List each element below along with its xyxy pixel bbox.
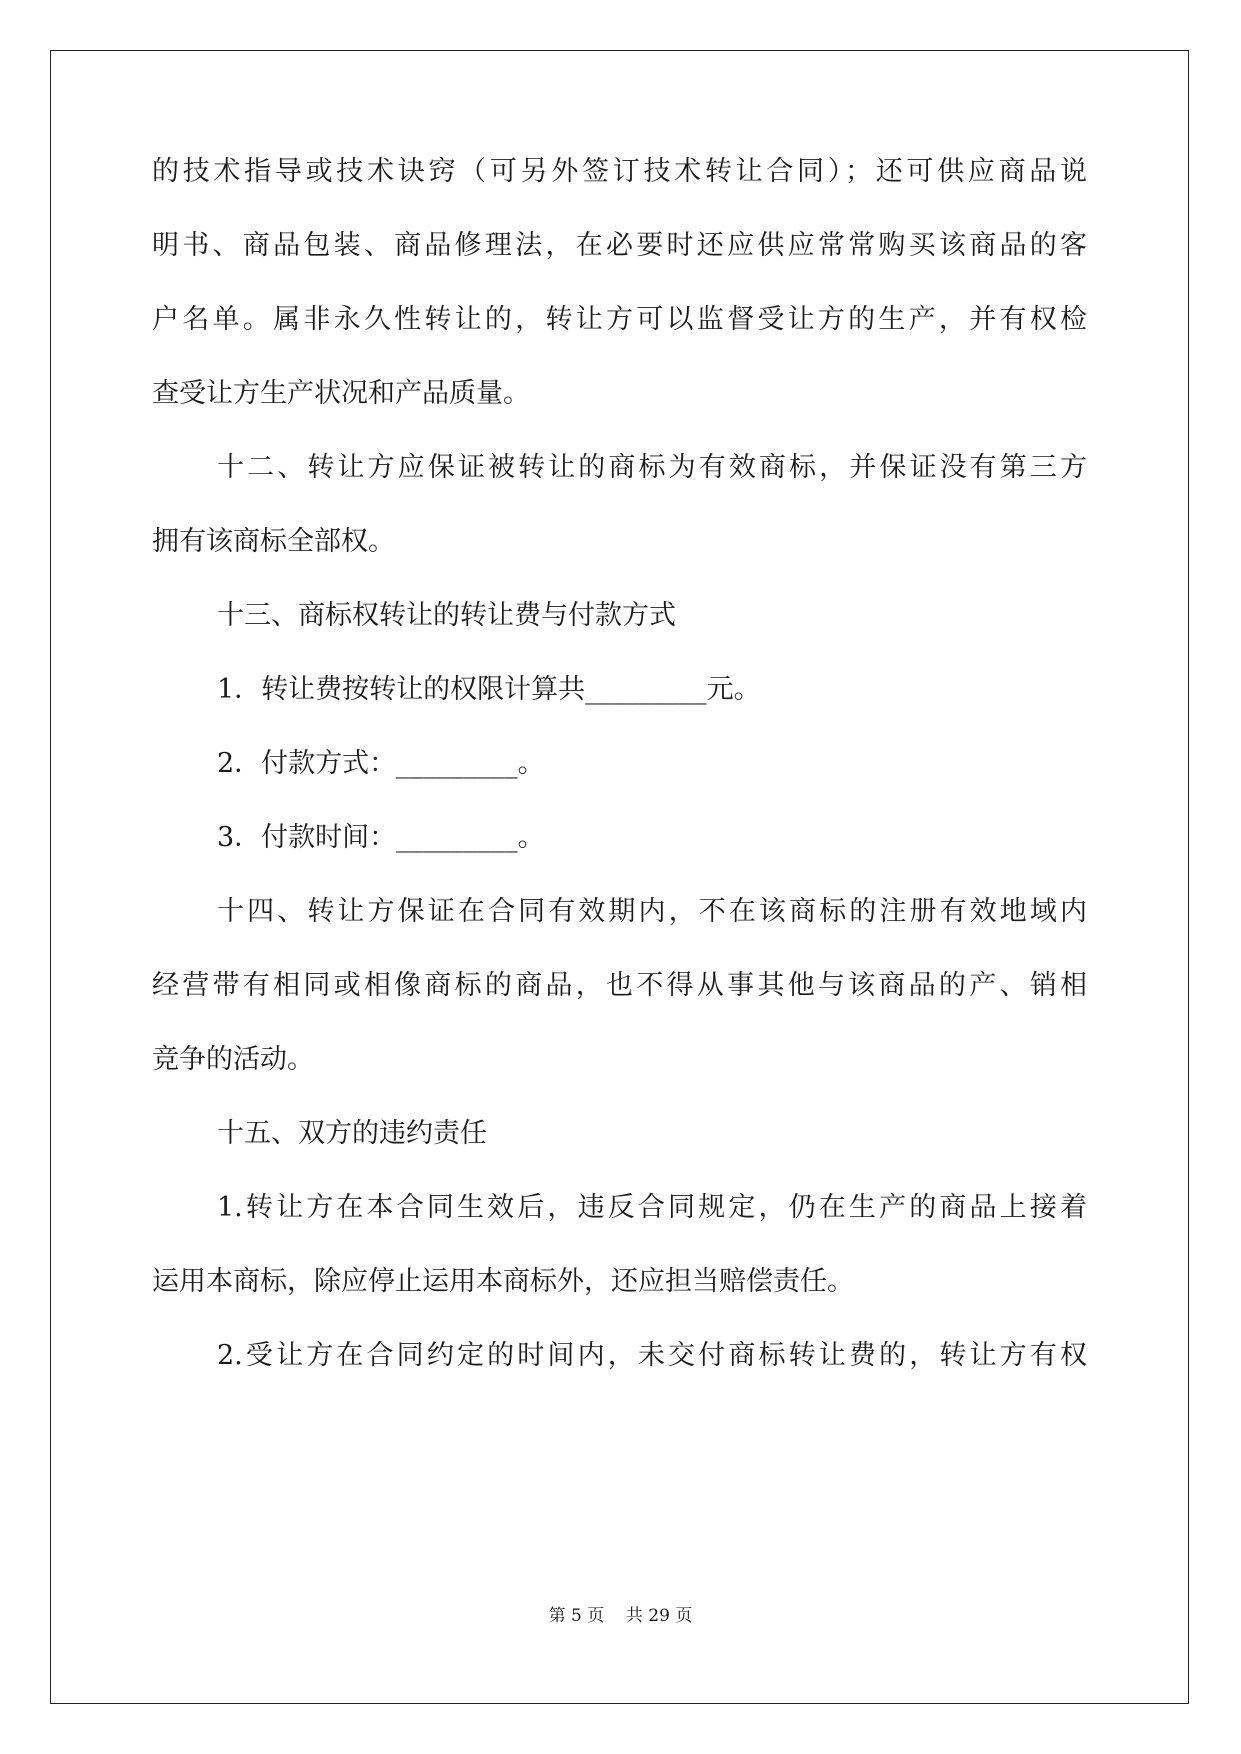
section-heading: 十三、商标权转让的转让费与付款方式 bbox=[217, 600, 676, 631]
text-line: 2.受让方在合同约定的时间内，未交付商标转让费的，转让方有权 bbox=[217, 1340, 1087, 1371]
text-line: 经营带有相同或相像商标的商品，也不得从事其他与该商品的产、销相 bbox=[152, 970, 1087, 1001]
text-line: 十四、转让方保证在合同有效期内，不在该商标的注册有效地域内 bbox=[217, 896, 1087, 927]
text-line: 明书、商品包装、商品修理法，在必要时还应供应常常购买该商品的客 bbox=[152, 230, 1087, 261]
section-heading: 十五、双方的违约责任 bbox=[217, 1118, 487, 1149]
text-line: 3．付款时间：_________。 bbox=[217, 822, 545, 853]
text-line: 户名单。属非永久性转让的，转让方可以监督受让方的生产，并有权检 bbox=[152, 304, 1087, 335]
text-line: 2．付款方式：_________。 bbox=[217, 748, 545, 779]
text-line: 查受让方生产状况和产品质量。 bbox=[152, 378, 530, 409]
text-line: 1.转让方在本合同生效后，违反合同规定，仍在生产的商品上接着 bbox=[217, 1192, 1087, 1223]
page-footer bbox=[0, 1604, 1241, 1628]
text-line: 竞争的活动。 bbox=[152, 1044, 314, 1075]
text-line: 十二、转让方应保证被转让的商标为有效商标，并保证没有第三方 bbox=[217, 452, 1087, 483]
text-line: 1．转让费按转让的权限计算共_________元。 bbox=[217, 674, 761, 705]
page-number: 第 5 页 bbox=[548, 1606, 605, 1626]
page-total: 共 29 页 bbox=[625, 1606, 693, 1626]
text-line: 运用本商标，除应停止运用本商标外，还应担当赔偿责任。 bbox=[152, 1266, 854, 1297]
text-line: 拥有该商标全部权。 bbox=[152, 526, 395, 557]
text-line: 的技术指导或技术诀窍（可另外签订技术转让合同）；还可供应商品说 bbox=[152, 156, 1087, 187]
page-border bbox=[50, 50, 1189, 1704]
